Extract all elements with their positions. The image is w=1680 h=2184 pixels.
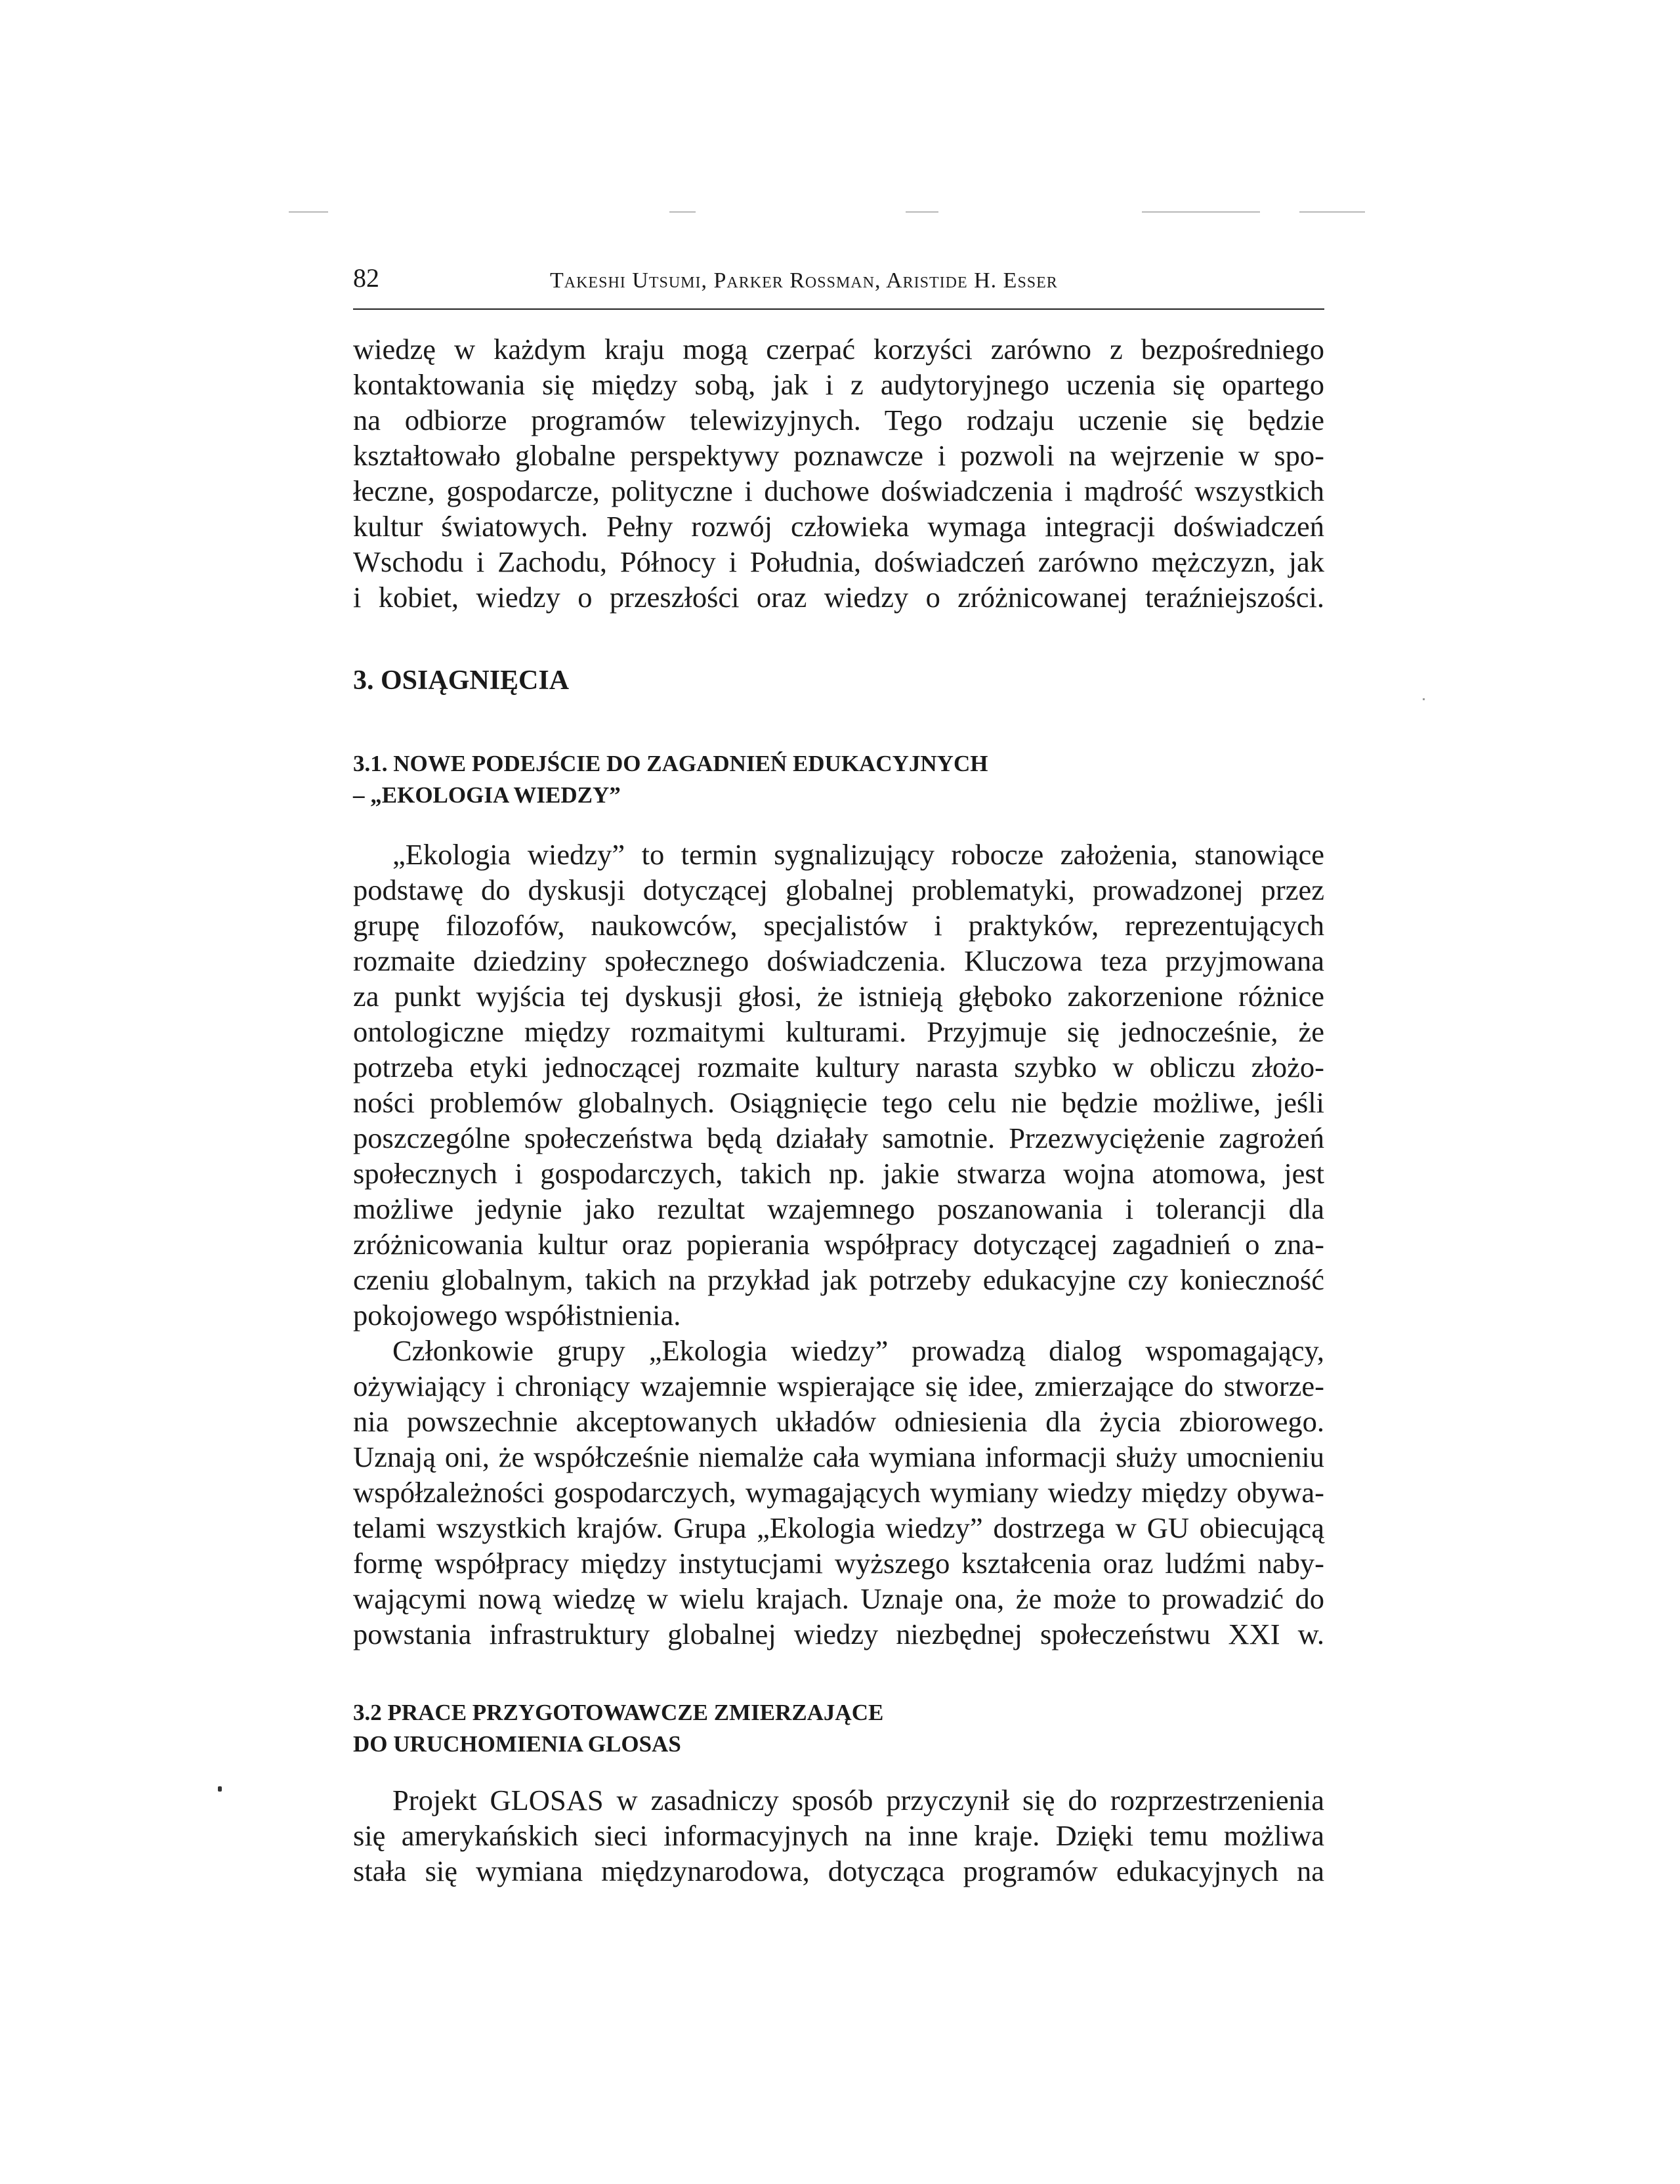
- section-heading: 3. OSIĄGNIĘCIA: [353, 665, 570, 696]
- heading-line: DO URUCHOMIENIA GLOSAS: [353, 1731, 681, 1757]
- paragraph: [353, 1782, 1324, 1889]
- heading-line: 3.2 PRACE PRZYGOTOWAWCZE ZMIERZAJĄCE: [353, 1700, 884, 1725]
- text-line: na odbiorze programów telewizyjnych. Tego rodzaju uczenie się będzie: [353, 404, 1324, 436]
- text-line: pokojowego współistnienia.: [353, 1299, 681, 1332]
- text-line: kultur światowych. Pełny rozwój człowieka wymaga integracji doświadczeń: [353, 510, 1324, 543]
- subsection-heading: [353, 1697, 883, 1760]
- text-line: grupę filozofów, naukowców, specjalistów i praktyków, reprezentujących: [353, 909, 1324, 942]
- text-line: stała się wymiana międzynarodowa, dotycząca programów edukacyjnych na: [353, 1855, 1324, 1887]
- text-line: podstawę do dyskusji dotyczącej globalnej problematyki, prowadzonej przez: [353, 873, 1324, 906]
- text-line: Członkowie grupy „Ekologia wiedzy” prowadzą dialog wspomagający,: [392, 1334, 1324, 1367]
- text-line: poszczególne społeczeństwa będą działały samotnie. Przezwyciężenie zagrożeń: [353, 1122, 1324, 1154]
- text-line: ożywiający i chroniący wzajemnie wspierające się idee, zmierzające do stworze-: [353, 1370, 1324, 1402]
- text-line: za punkt wyjścia tej dyskusji głosi, że istnieją głęboko zakorzenione różnice: [353, 980, 1324, 1013]
- subsection-heading: [353, 748, 988, 811]
- text-line: Projekt GLOSAS w zasadniczy sposób przyczynił się do rozprzestrzenienia: [392, 1784, 1324, 1816]
- text-line: łeczne, gospodarcze, polityczne i duchowe doświadczenia i mądrość wszystkich: [353, 474, 1324, 507]
- text-line: Uznają oni, że współcześnie niemalże cała wymiana informacji służy umocnieniu: [353, 1440, 1324, 1473]
- text-line: ontologiczne między rozmaitymi kulturami. Przyjmuje się jednocześnie, że: [353, 1015, 1324, 1048]
- text-line: kontaktowania się między sobą, jak i z audytoryjnego uczenia się opartego: [353, 368, 1324, 401]
- text-line: nia powszechnie akceptowanych układów odniesienia dla życia zbiorowego.: [353, 1405, 1324, 1438]
- text-line: czeniu globalnym, takich na przykład jak potrzeby edukacyjne czy konieczność: [353, 1263, 1324, 1296]
- text-line: zróżnicowania kultur oraz popierania współpracy dotyczącej zagadnień o zna-: [353, 1228, 1324, 1261]
- text-line: „Ekologia wiedzy” to termin sygnalizujący robocze założenia, stanowiące: [392, 838, 1324, 871]
- text-line: wającymi nową wiedzę w wielu krajach. Uznaje ona, że może to prowadzić do: [353, 1582, 1324, 1615]
- text-line: potrzeba etyki jednoczącej rozmaite kultury narasta szybko w obliczu złożo-: [353, 1051, 1324, 1083]
- heading-line: – „EKOLOGIA WIEDZY”: [353, 782, 621, 808]
- text-line: społecznych i gospodarczych, takich np. jakie stwarza wojna atomowa, jest: [353, 1157, 1324, 1190]
- scan-mark: [1423, 698, 1425, 700]
- scan-mark: [218, 1786, 222, 1792]
- page-number: 82: [353, 263, 379, 293]
- text-line: kształtowało globalne perspektywy poznawcze i pozwoli na wejrzenie w spo-: [353, 439, 1324, 472]
- paragraph: [353, 837, 1324, 1652]
- text-line: ności problemów globalnych. Osiągnięcie tego celu nie będzie możliwe, jeśli: [353, 1086, 1324, 1119]
- text-line: możliwe jedynie jako rezultat wzajemnego poszanowania i tolerancji dla: [353, 1192, 1324, 1225]
- text-line: telami wszystkich krajów. Grupa „Ekologia wiedzy” dostrzega w GU obiecującą: [353, 1511, 1324, 1544]
- text-line: współzależności gospodarczych, wymagających wymiany wiedzy między obywa-: [353, 1476, 1324, 1509]
- text-line: formę współpracy między instytucjami wyższego kształcenia oraz ludźmi naby-: [353, 1547, 1324, 1580]
- text-line: się amerykańskich sieci informacyjnych na inne kraje. Dzięki temu możliwa: [353, 1819, 1324, 1852]
- text-line: Wschodu i Zachodu, Północy i Południa, doświadczeń zarówno mężczyzn, jak: [353, 545, 1324, 578]
- header-authors: Takeshi Utsumi, Parker Rossman, Aristide H. Esser: [550, 268, 1058, 293]
- text-line: i kobiet, wiedzy o przeszłości oraz wiedzy o zróżnicowanej teraźniejszości.: [353, 581, 1324, 614]
- text-line: powstania infrastruktury globalnej wiedzy niezbędnej społeczeństwu XXI w.: [353, 1618, 1324, 1650]
- scan-artifacts: [289, 211, 1365, 214]
- running-head: [353, 262, 1324, 310]
- text-line: rozmaite dziedziny społecznego doświadczenia. Kluczowa teza przyjmowana: [353, 944, 1324, 977]
- intro-paragraph: [353, 331, 1324, 615]
- heading-line: 3.1. NOWE PODEJŚCIE DO ZAGADNIEŃ EDUKACYJNYCH: [353, 751, 988, 776]
- text-line: wiedzę w każdym kraju mogą czerpać korzyści zarówno z bezpośredniego: [353, 333, 1324, 366]
